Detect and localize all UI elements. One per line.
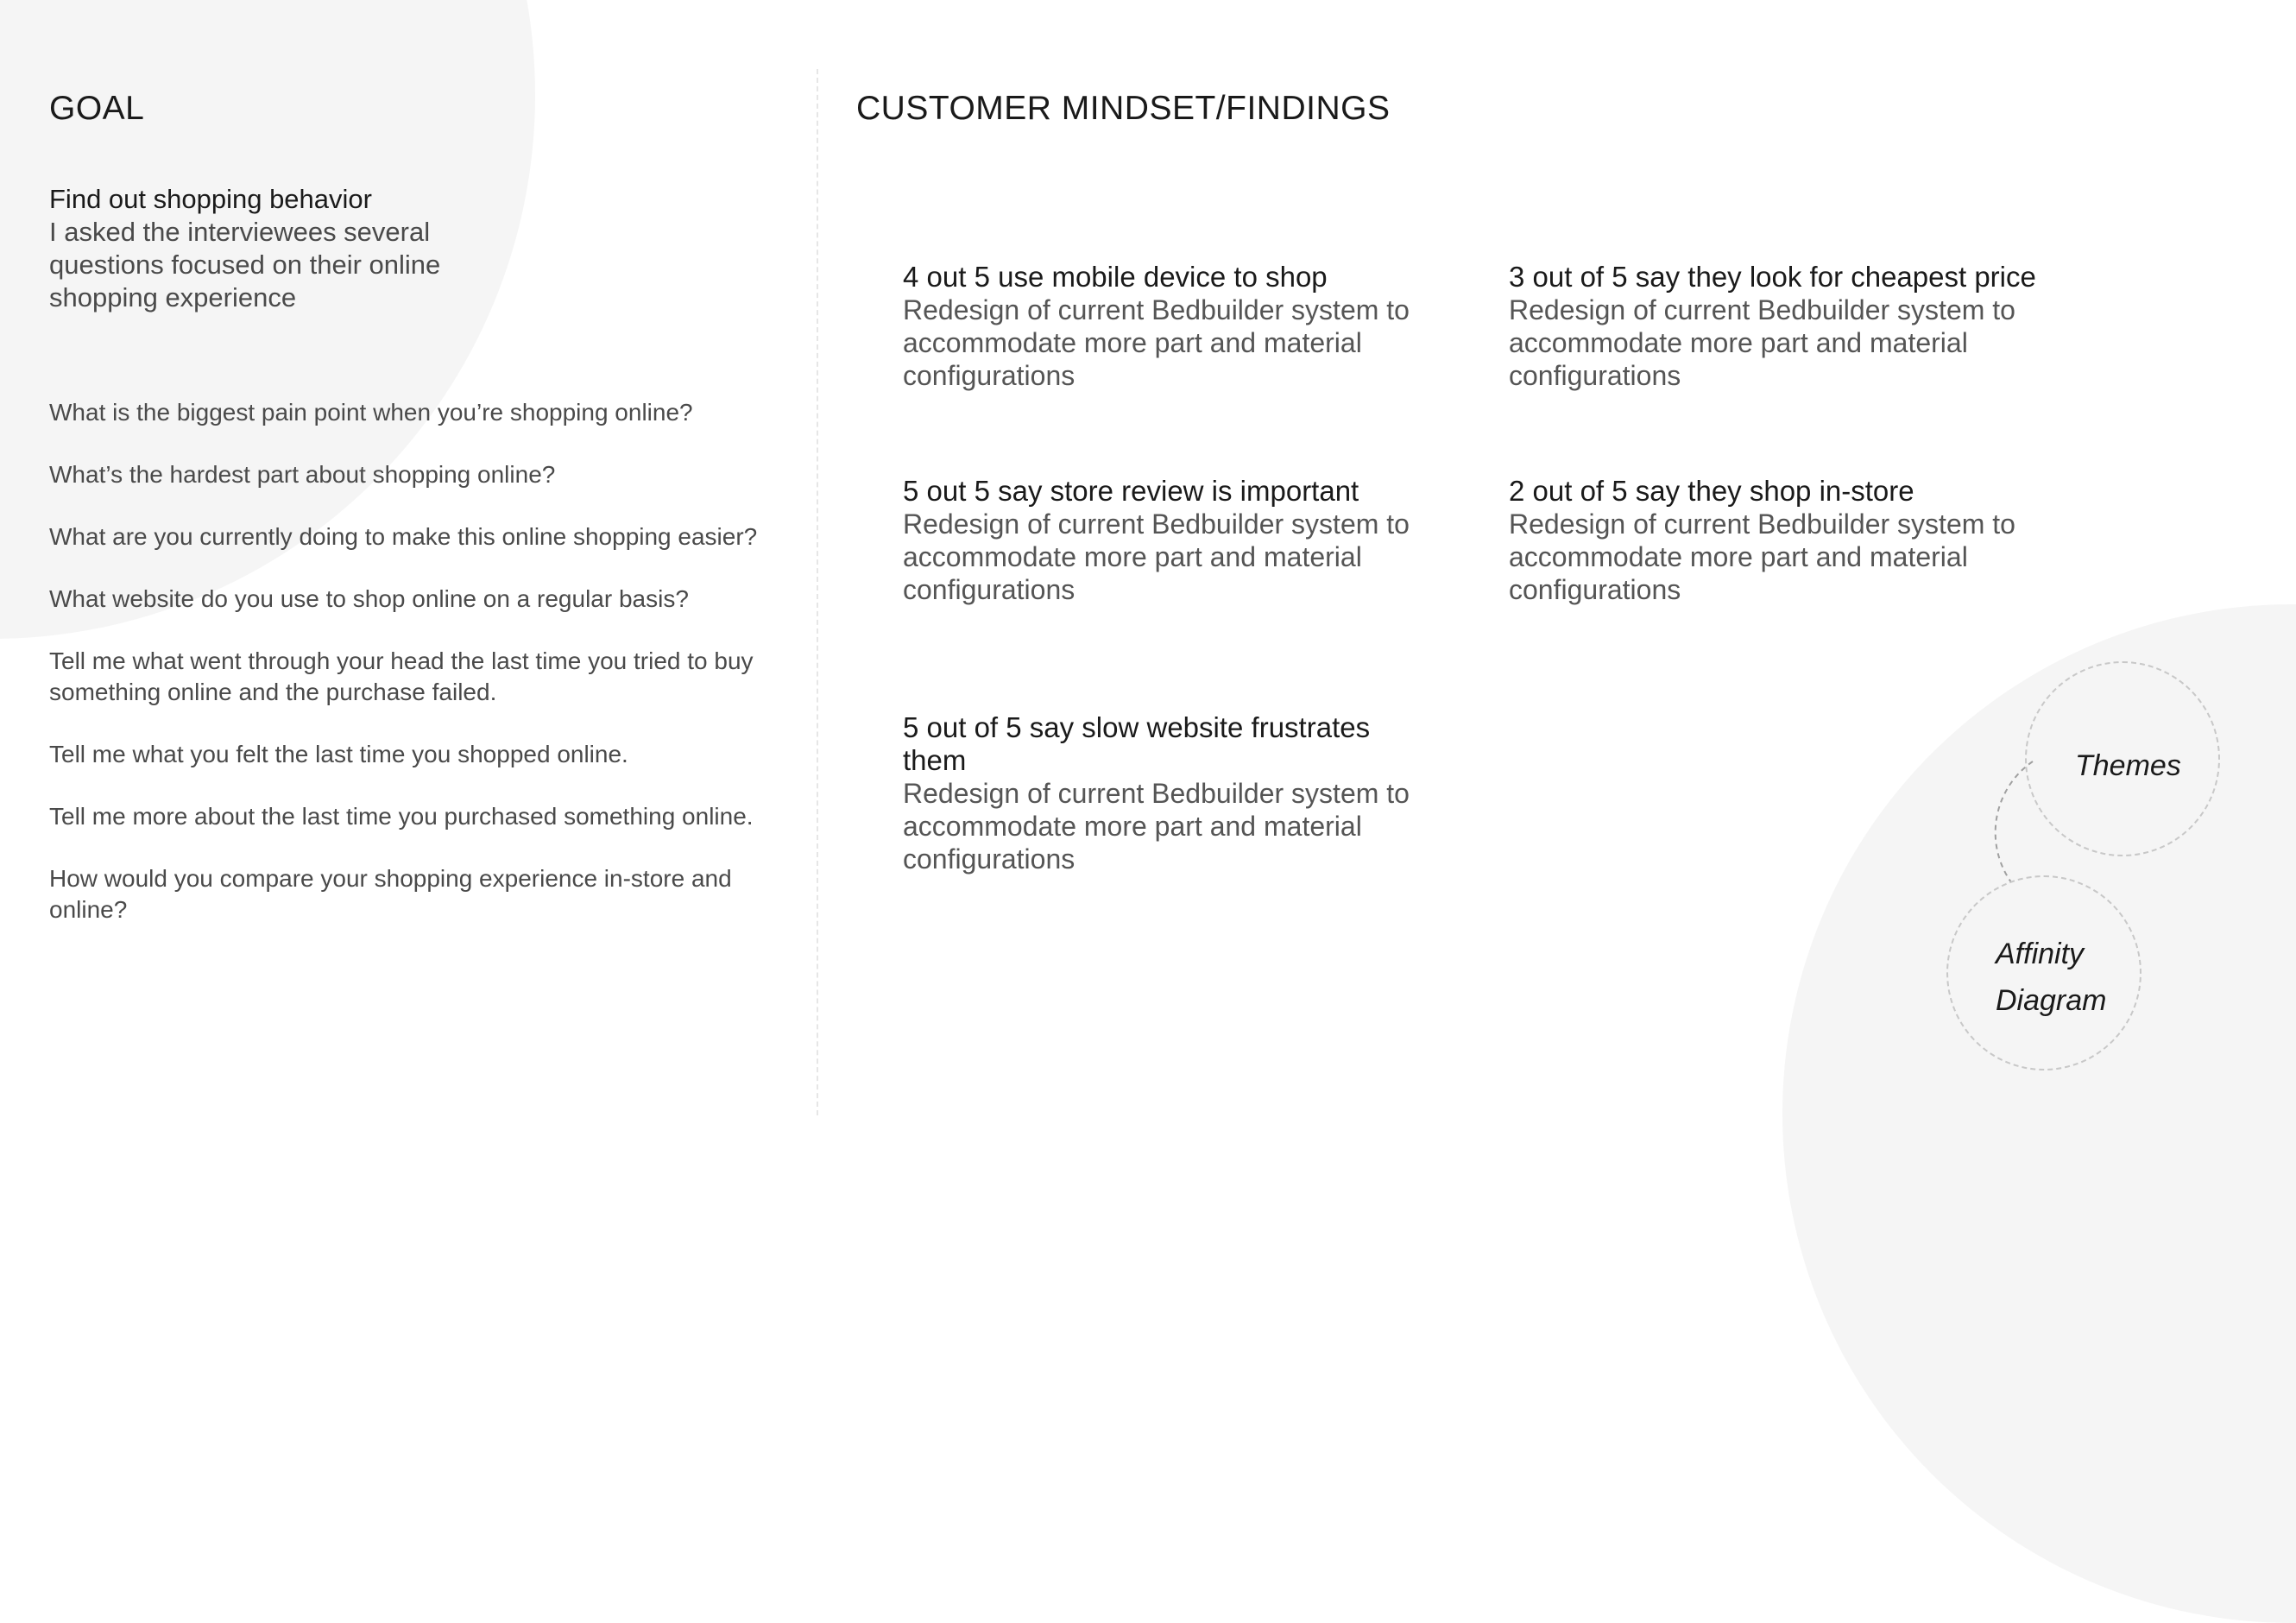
finding-description: Redesign of current Bedbuilder system to accommodate more part and material configurations (1509, 294, 2015, 391)
question-item: What’s the hardest part about shopping online? (49, 461, 556, 488)
finding-item (903, 711, 1421, 875)
finding-item (903, 475, 1421, 606)
finding-description: Redesign of current Bedbuilder system to accommodate more part and material configurations (903, 778, 1410, 875)
finding-heading: 5 out 5 say store review is important (903, 475, 1359, 507)
goal-title: GOAL (49, 90, 145, 127)
finding-description: Redesign of current Bedbuilder system to accommodate more part and material configurations (1509, 508, 2015, 605)
question-item: Tell me what went through your head the last time you tried to buy something online and the purchase failed. (49, 647, 754, 705)
goal-description: I asked the interviewees several questions focused on their online shopping experience (49, 217, 441, 313)
finding-item (903, 261, 1438, 392)
finding-heading: 5 out of 5 say slow website frustrates them (903, 711, 1371, 776)
column-divider (817, 69, 818, 1115)
question-item: Tell me more about the last time you purchased something online. (49, 803, 754, 830)
goal-heading: Find out shopping behavior (49, 184, 372, 214)
finding-heading: 4 out 5 use mobile device to shop (903, 261, 1328, 293)
finding-item (1509, 475, 2044, 606)
finding-heading: 3 out of 5 say they look for cheapest price (1509, 261, 2036, 293)
finding-heading: 2 out of 5 say they shop in-store (1509, 475, 1914, 507)
finding-item (1509, 261, 2044, 392)
question-item: What website do you use to shop online on a regular basis? (49, 585, 689, 612)
question-item: What is the biggest pain point when you’re shopping online? (49, 399, 693, 426)
question-item: Tell me what you felt the last time you shopped online. (49, 741, 628, 767)
question-item: How would you compare your shopping experience in-store and online? (49, 865, 732, 923)
themes-label: Themes (2075, 749, 2181, 782)
finding-description: Redesign of current Bedbuilder system to accommodate more part and material configurations (903, 508, 1410, 605)
goal-summary (49, 183, 533, 314)
finding-description: Redesign of current Bedbuilder system to accommodate more part and material configurations (903, 294, 1410, 391)
findings-title: CUSTOMER MINDSET/FINDINGS (856, 90, 1391, 127)
affinity-diagram-label: Affinity Diagram (1996, 938, 2107, 1017)
interview-questions (49, 397, 783, 957)
question-item: What are you currently doing to make this online shopping easier? (49, 523, 758, 550)
